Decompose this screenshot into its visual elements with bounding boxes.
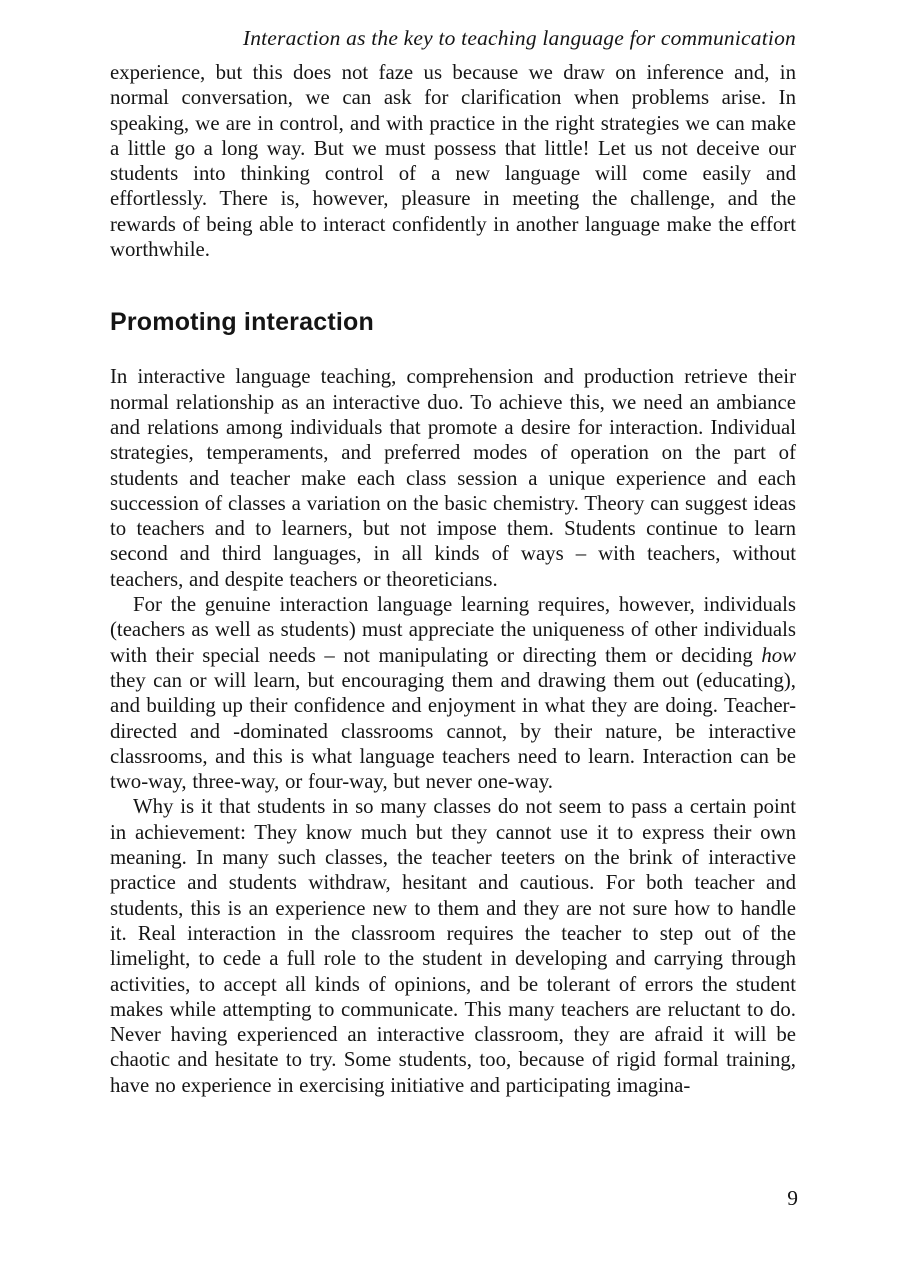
paragraph-2: In interactive language teaching, comprehension and production retrieve their normal relationship as an interactive duo. To achieve this, we need an ambiance and relations among individuals that promote a desire for interaction. Individual strategies, temperaments, and preferred modes of operation on the part of students and teacher make each class session a unique experience and each succession of classes a variation on the basic chemistry. Theory can suggest ideas to teachers and to learners, but not impose them. Students continue to learn second and third languages, in all kinds of ways – with teachers, without teachers, and despite teachers or theoreticians.	[110, 365, 796, 591]
paragraph-3	[110, 592, 796, 794]
page-body	[110, 60, 796, 1098]
paragraph-3-italic-word: how	[761, 643, 796, 667]
section-heading: Promoting interaction	[110, 308, 374, 337]
paragraph-3-text-before: For the genuine interaction language learning requires, however, individuals (teachers as well as students) must appreciate the uniqueness of other individuals with their special needs – not manipulating or directing them or deciding	[110, 593, 796, 667]
running-title: Interaction as the key to teaching language for communication	[242, 26, 796, 50]
paragraph-continuation: experience, but this does not faze us because we draw on inference and, in normal conversation, we can ask for clarification when problems arise. In speaking, we are in control, and with practice in the right strategies we can make a little go a long way. But we must possess that little! Let us not deceive our students into thinking control of a new language will come easily and effortlessly. There is, however, pleasure in meeting the challenge, and the rewards of being able to interact confidently in another language make the effort worthwhile.	[110, 61, 796, 262]
paragraph-4: Why is it that students in so many classes do not seem to pass a certain point in achievement: They know much but they cannot use it to express their own meaning. In many such classes, the teacher teeters on the brink of interactive practice and students withdraw, hesitant and cautious. For both teacher and students, this is an experience new to them and they are not sure how to handle it. Real interaction in the classroom requires the teacher to step out of the limelight, to cede a full role to the student in developing and carrying through activities, to accept all kinds of opinions, and be tolerant of errors the student makes while attempting to communicate. This many teachers are reluctant to do. Never having experienced an interactive classroom, they are afraid it will be chaotic and hesitate to try. Some students, too, because of rigid formal training, have no experience in exercising initiative and participating imagina-	[110, 795, 796, 1097]
page-number: 9	[787, 1186, 798, 1210]
paragraph-3-text-after: they can or will learn, but encouraging them and drawing them out (educating), and building up their confidence and enjoyment in what they are doing. Teacher-directed and -dominated classrooms cannot, by their nature, be interactive classrooms, and this is what language teachers need to learn. Interaction can be two-way, three-way, or four-way, but never one-way.	[110, 668, 796, 794]
